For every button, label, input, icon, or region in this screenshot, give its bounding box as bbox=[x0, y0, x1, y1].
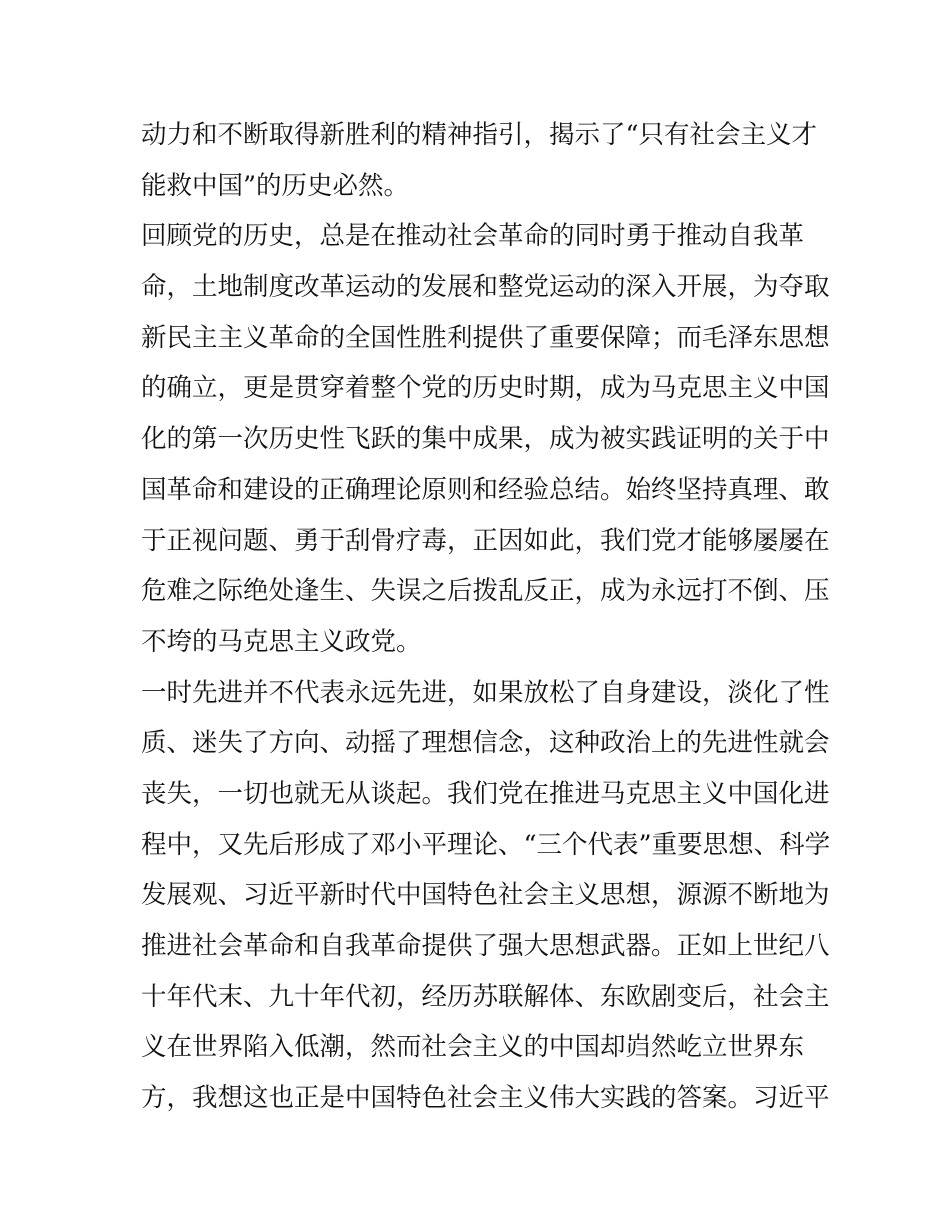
text-line: 质、迷失了方向、动摇了理想信念，这种政治上的先进性就会 bbox=[141, 728, 830, 759]
text-line: 程中，又先后形成了邓小平理论、“三个代表”重要思想、科学 bbox=[141, 829, 831, 860]
text-line: 方，我想这也正是中国特色社会主义伟大实践的答案。习近平 bbox=[141, 1083, 830, 1114]
text-line: 命，土地制度改革运动的发展和整党运动的深入开展，为夺取 bbox=[141, 272, 830, 303]
text-line: 能救中国”的历史必然。 bbox=[141, 170, 410, 201]
text-line: 义在世界陷入低潮，然而社会主义的中国却岿然屹立世界东 bbox=[141, 1032, 805, 1063]
text-line: 一时先进并不代表永远先进，如果放松了自身建设，淡化了性 bbox=[141, 677, 830, 708]
text-line: 不垮的马克思主义政党。 bbox=[141, 626, 422, 657]
text-line: 回顾党的历史，总是在推动社会革命的同时勇于推动自我革 bbox=[141, 221, 805, 252]
text-line: 新民主主义革命的全国性胜利提供了重要保障；而毛泽东思想 bbox=[141, 322, 830, 353]
text-line: 发展观、习近平新时代中国特色社会主义思想，源源不断地为 bbox=[141, 880, 830, 911]
body-text bbox=[141, 110, 831, 1124]
text-line: 十年代末、九十年代初，经历苏联解体、东欧剧变后，社会主 bbox=[141, 981, 830, 1012]
text-line: 丧失，一切也就无从谈起。我们党在推进马克思主义中国化进 bbox=[141, 778, 830, 809]
text-line: 于正视问题、勇于刮骨疗毒，正因如此，我们党才能够屡屡在 bbox=[141, 525, 830, 556]
text-line: 危难之际绝处逢生、失误之后拨乱反正，成为永远打不倒、压 bbox=[141, 576, 830, 607]
text-line: 国革命和建设的正确理论原则和经验总结。始终坚持真理、敢 bbox=[141, 474, 830, 505]
text-line: 动力和不断取得新胜利的精神指引，揭示了“只有社会主义才 bbox=[141, 120, 818, 150]
text-line: 的确立，更是贯穿着整个党的历史时期，成为马克思主义中国 bbox=[141, 373, 830, 404]
text-line: 推进社会革命和自我革命提供了强大思想武器。正如上世纪八 bbox=[141, 931, 830, 961]
text-line: 化的第一次历史性飞跃的集中成果，成为被实践证明的关于中 bbox=[141, 424, 830, 455]
